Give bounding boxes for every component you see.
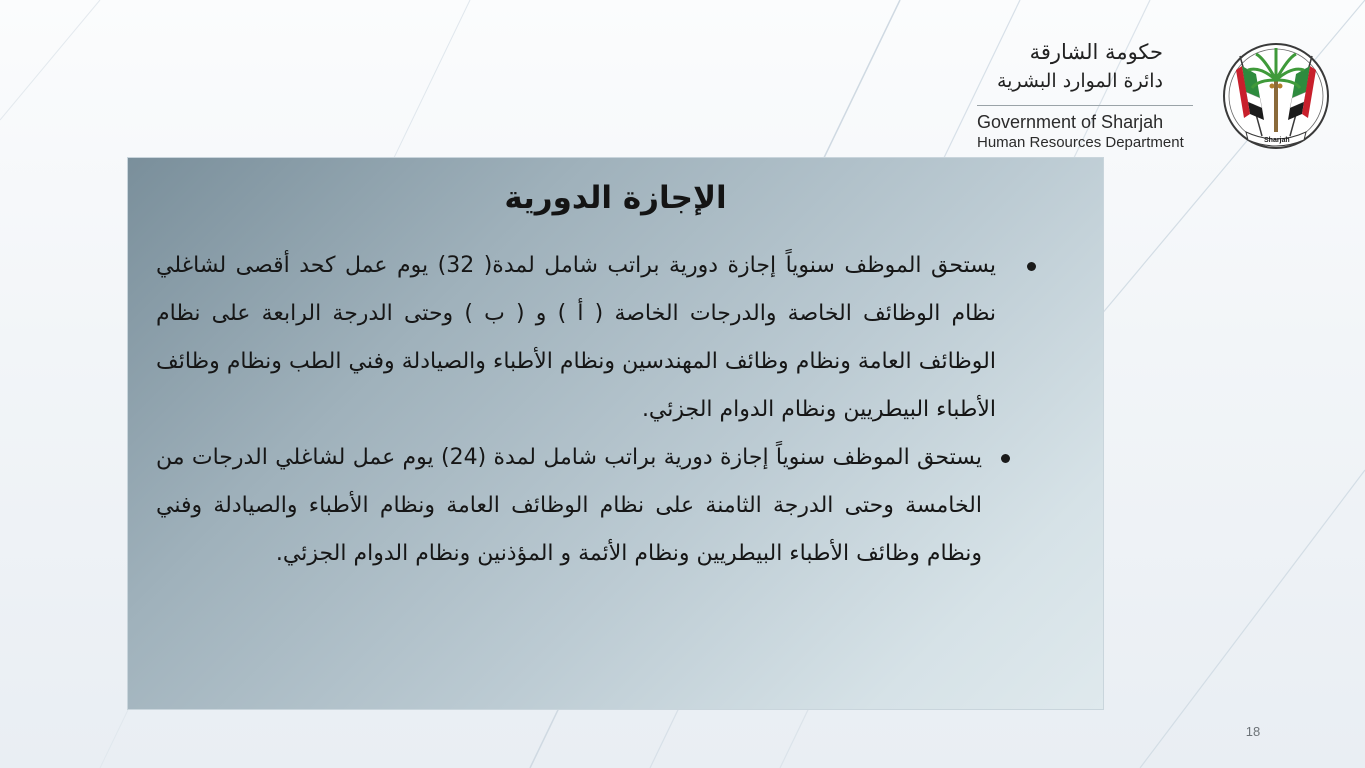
sharjah-emblem-icon — [1220, 36, 1332, 158]
bullet-dot-icon — [1001, 454, 1010, 463]
logo-divider — [977, 105, 1193, 106]
bullet-text: يستحق الموظف سنوياً إجازة دورية براتب شامل لمدة( 32) يوم عمل كحد أقصى لشاغلي نظام الوظائف الخاصة والدرجات الخاصة ( أ ) و ( ب ) وحتى الدرجة الرابعة على نظام الوظائف العامة ونظام وظائف المهندسين ونظام الأطباء والصيادلة وفني الطب ونظام وظائف الأطباء البيطريين ونظام الدوام الجزئي. — [156, 253, 996, 422]
content-panel — [127, 157, 1104, 710]
english-department-title: Human Resources Department — [977, 134, 1184, 151]
bullet-dot-icon — [1027, 262, 1036, 271]
bullet-text: يستحق الموظف سنوياً إجازة دورية براتب شامل لمدة (24) يوم عمل لشاغلي الدرجات من الخامسة وحتى الدرجة الثامنة على نظام الوظائف العامة ونظام الأطباء والصيادلة وفني ونظام وظائف الأطباء البيطريين ونظام الأئمة و المؤذنين ونظام الدوام الجزئي. — [156, 445, 982, 566]
list-item — [156, 242, 1070, 434]
list-item — [156, 434, 1070, 578]
page-number: 18 — [1245, 724, 1261, 739]
bullet-list — [156, 242, 1070, 578]
emblem-label: Sharjah — [1264, 137, 1290, 144]
slide-title: الإجازة الدورية — [504, 180, 727, 216]
arabic-government-title: حكومة الشارقة — [1029, 40, 1163, 64]
arabic-department-title: دائرة الموارد البشرية — [996, 70, 1163, 92]
english-government-title: Government of Sharjah — [977, 112, 1164, 132]
sharjah-hr-logo — [975, 36, 1335, 161]
